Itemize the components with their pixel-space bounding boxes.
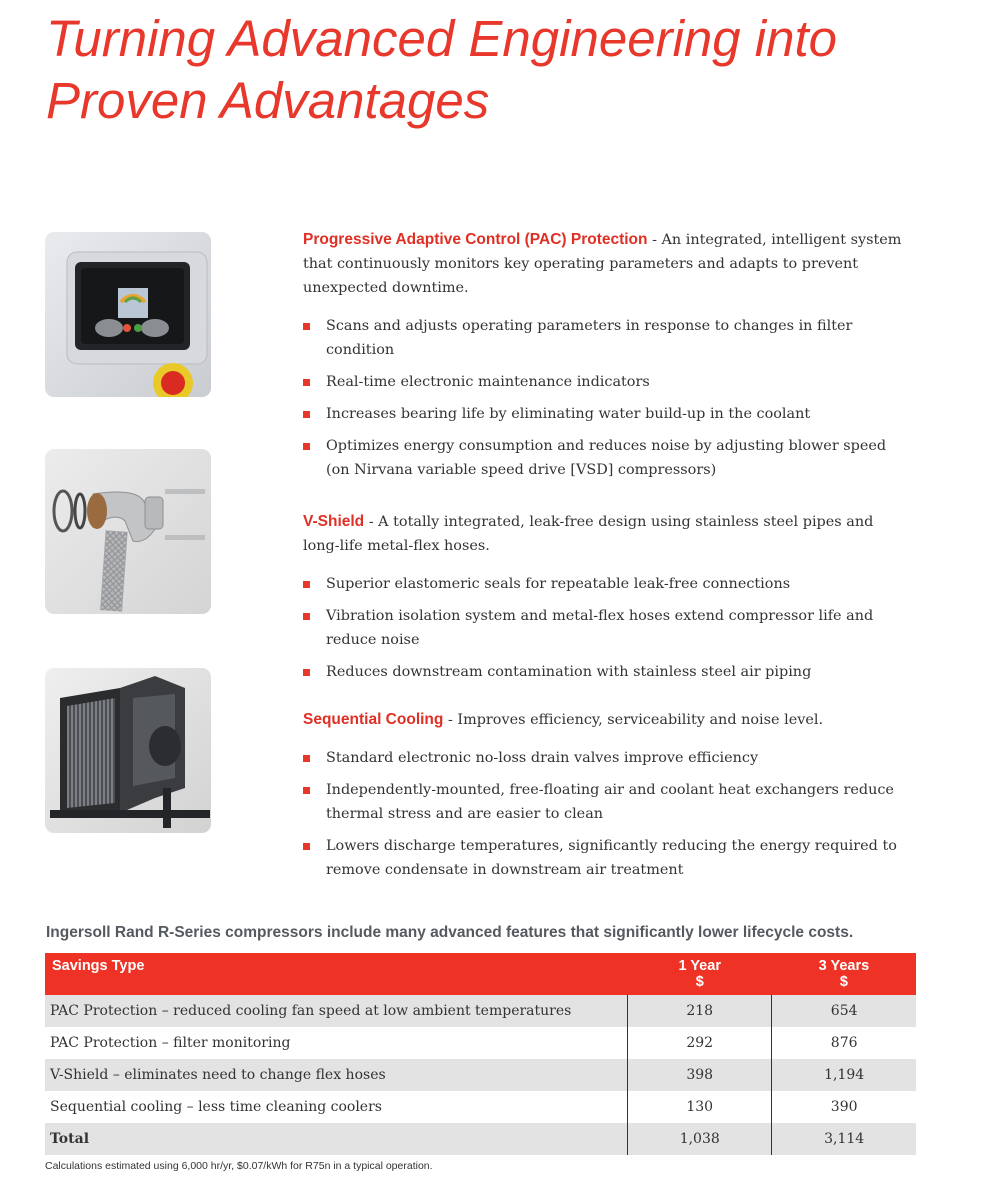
v-shield-image (45, 449, 211, 614)
table-row (45, 1027, 916, 1059)
feature-v-shield (303, 510, 913, 684)
table-row (45, 995, 916, 1027)
bullet-item: Vibration isolation system and metal-flex hoses extend compressor life and reduce noise (303, 604, 913, 652)
table-row (45, 1091, 916, 1123)
header-3-years-unit: $ (839, 974, 848, 990)
savings-table (45, 953, 916, 1155)
feature-description: - An integrated, intelligent system that continuously monitors key operating parameters and adapts to prevent unexpected downtime. (303, 232, 902, 296)
table-row (45, 1059, 916, 1091)
cell-total-3-years: 3,114 (772, 1123, 916, 1155)
feature-title: Progressive Adaptive Control (PAC) Protection (303, 231, 648, 248)
cell-3-years: 1,194 (772, 1059, 916, 1091)
cell-3-years: 654 (772, 995, 916, 1027)
page-headline (46, 8, 946, 132)
feature-intro (303, 510, 913, 558)
header-1-year (628, 953, 772, 995)
cell-savings-type: PAC Protection – filter monitoring (50, 1035, 291, 1051)
feature-description: - A totally integrated, leak-free design using stainless steel pipes and long-life metal-flex hoses. (303, 514, 874, 554)
cell-total-label: Total (45, 1123, 628, 1155)
feature-title: V-Shield (303, 513, 365, 530)
pac-controller-image (45, 232, 211, 397)
header-3-years (772, 953, 916, 995)
bullet-item: Increases bearing life by eliminating water build-up in the coolant (303, 402, 913, 426)
features-section (303, 228, 913, 898)
cell-total-1-year: 1,038 (628, 1123, 772, 1155)
bullet-item: Optimizes energy consumption and reduces noise by adjusting blower speed (on Nirvana variable speed drive [VSD] compressors) (303, 434, 913, 482)
bullet-item: Reduces downstream contamination with stainless steel air piping (303, 660, 913, 684)
bullet-item: Scans and adjusts operating parameters in response to changes in filter condition (303, 314, 913, 362)
table-total-row (45, 1123, 916, 1155)
bullet-item: Independently-mounted, free-floating air and coolant heat exchangers reduce thermal stress and are easier to clean (303, 778, 913, 826)
feature-pac-protection (303, 228, 913, 482)
feature-intro (303, 708, 913, 732)
headline-line-2: Proven Advantages (46, 72, 490, 129)
feature-description: - Improves efficiency, serviceability and noise level. (443, 712, 824, 728)
cell-1-year: 292 (628, 1027, 772, 1059)
bullet-item: Standard electronic no-loss drain valves improve efficiency (303, 746, 913, 770)
table-header-row (45, 953, 916, 995)
cell-3-years: 390 (772, 1091, 916, 1123)
feature-bullet-list (303, 314, 913, 482)
bullet-item: Lowers discharge temperatures, significantly reducing the energy required to remove condensate in downstream air treatment (303, 834, 913, 882)
cell-savings-type: PAC Protection – reduced cooling fan speed at low ambient temperatures (45, 995, 628, 1027)
sequential-cooling-image (45, 668, 211, 833)
header-1-year-unit: $ (695, 974, 704, 990)
bullet-item: Real-time electronic maintenance indicators (303, 370, 913, 394)
header-3-years-label: 3 Years (818, 958, 870, 974)
cell-1-year: 398 (628, 1059, 772, 1091)
bullet-item: Superior elastomeric seals for repeatable leak-free connections (303, 572, 913, 596)
cell-1-year: 130 (628, 1091, 772, 1123)
feature-bullet-list (303, 746, 913, 882)
table-footnote: Calculations estimated using 6,000 hr/yr, $0.07/kWh for R75n in a typical operation. (45, 1160, 433, 1172)
cell-savings-type: Sequential cooling – less time cleaning coolers (50, 1099, 382, 1115)
cell-3-years: 876 (772, 1027, 916, 1059)
cell-savings-type: V-Shield – eliminates need to change flex hoses (45, 1059, 628, 1091)
feature-intro (303, 228, 913, 300)
header-savings-type: Savings Type (45, 953, 628, 995)
feature-sequential-cooling (303, 708, 913, 882)
feature-bullet-list (303, 572, 913, 684)
header-1-year-label: 1 Year (678, 958, 721, 974)
table-caption: Ingersoll Rand R-Series compressors include many advanced features that significantly lower lifecycle costs. (46, 924, 854, 941)
cell-1-year: 218 (628, 995, 772, 1027)
feature-title: Sequential Cooling (303, 711, 444, 728)
headline-line-1: Turning Advanced Engineering into (46, 10, 838, 67)
